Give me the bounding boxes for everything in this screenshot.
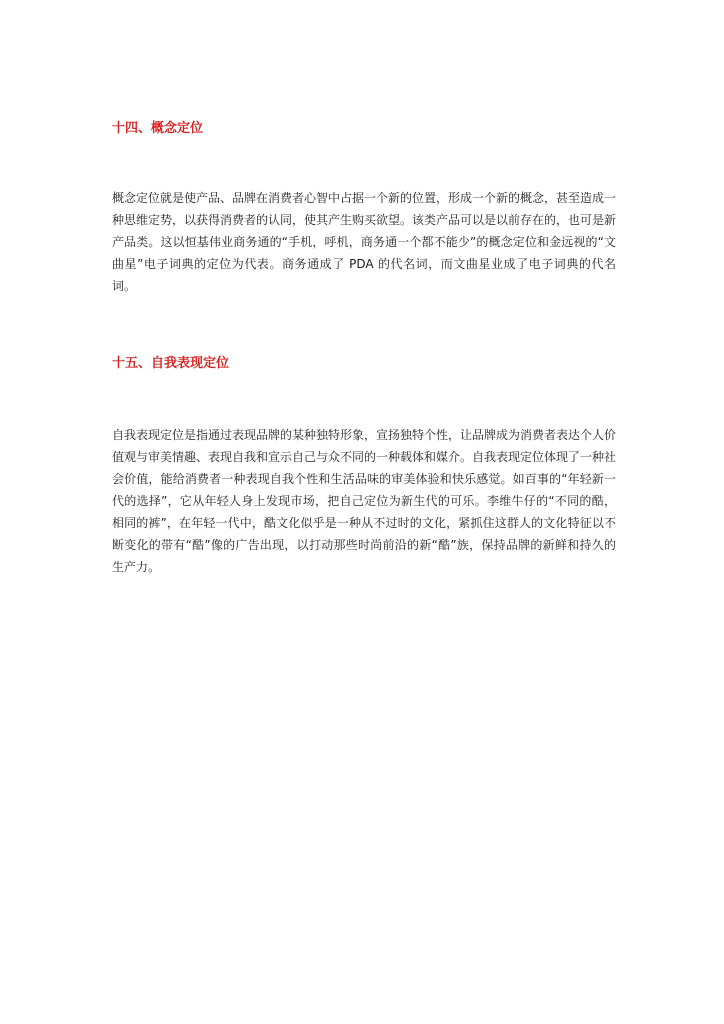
section-body-concept-positioning: 概念定位就是使产品、品牌在消费者心智中占据一个新的位置，形成一个新的概念，甚至造成一种思维定势，以获得消费者的认同，使其产生购买欲望。该类产品可以是以前存在的，也可是新产品类。这以恒基伟业商务通的“手机，呼机，商务通一个都不能少”的概念定位和金远视的“文曲星”电子词典的定位为代表。商务通成了 PDA 的代名词，而文曲星业成了电子词典的代名词。 (112, 191, 617, 293)
section-heading-concept-positioning: 十四、概念定位 (112, 121, 204, 136)
section-body-self-expression-positioning: 自我表现定位是指通过表现品牌的某种独特形象，宣扬独特个性，让品牌成为消费者表达个人价值观与审美情趣、表现自我和宣示自己与众不同的一种载体和媒介。自我表现定位体现了一种社会价值，能给消费者一种表现自我个性和生活品味的审美体验和快乐感觉。如百事的“年轻新一代的选择”，它从年轻人身上发现市场，把自己定位为新生代的可乐。李维牛仔的“不同的酷，相同的裤”，在年轻一代中，酷文化似乎是一种从不过时的文化，紧抓住这群人的文化特征以不断变化的带有“酷”像的广告出现，以打动那些时尚前沿的新“酷”族，保持品牌的新鲜和持久的生产力。 (112, 428, 617, 574)
section-heading-self-expression-positioning: 十五、自我表现定位 (112, 356, 230, 371)
